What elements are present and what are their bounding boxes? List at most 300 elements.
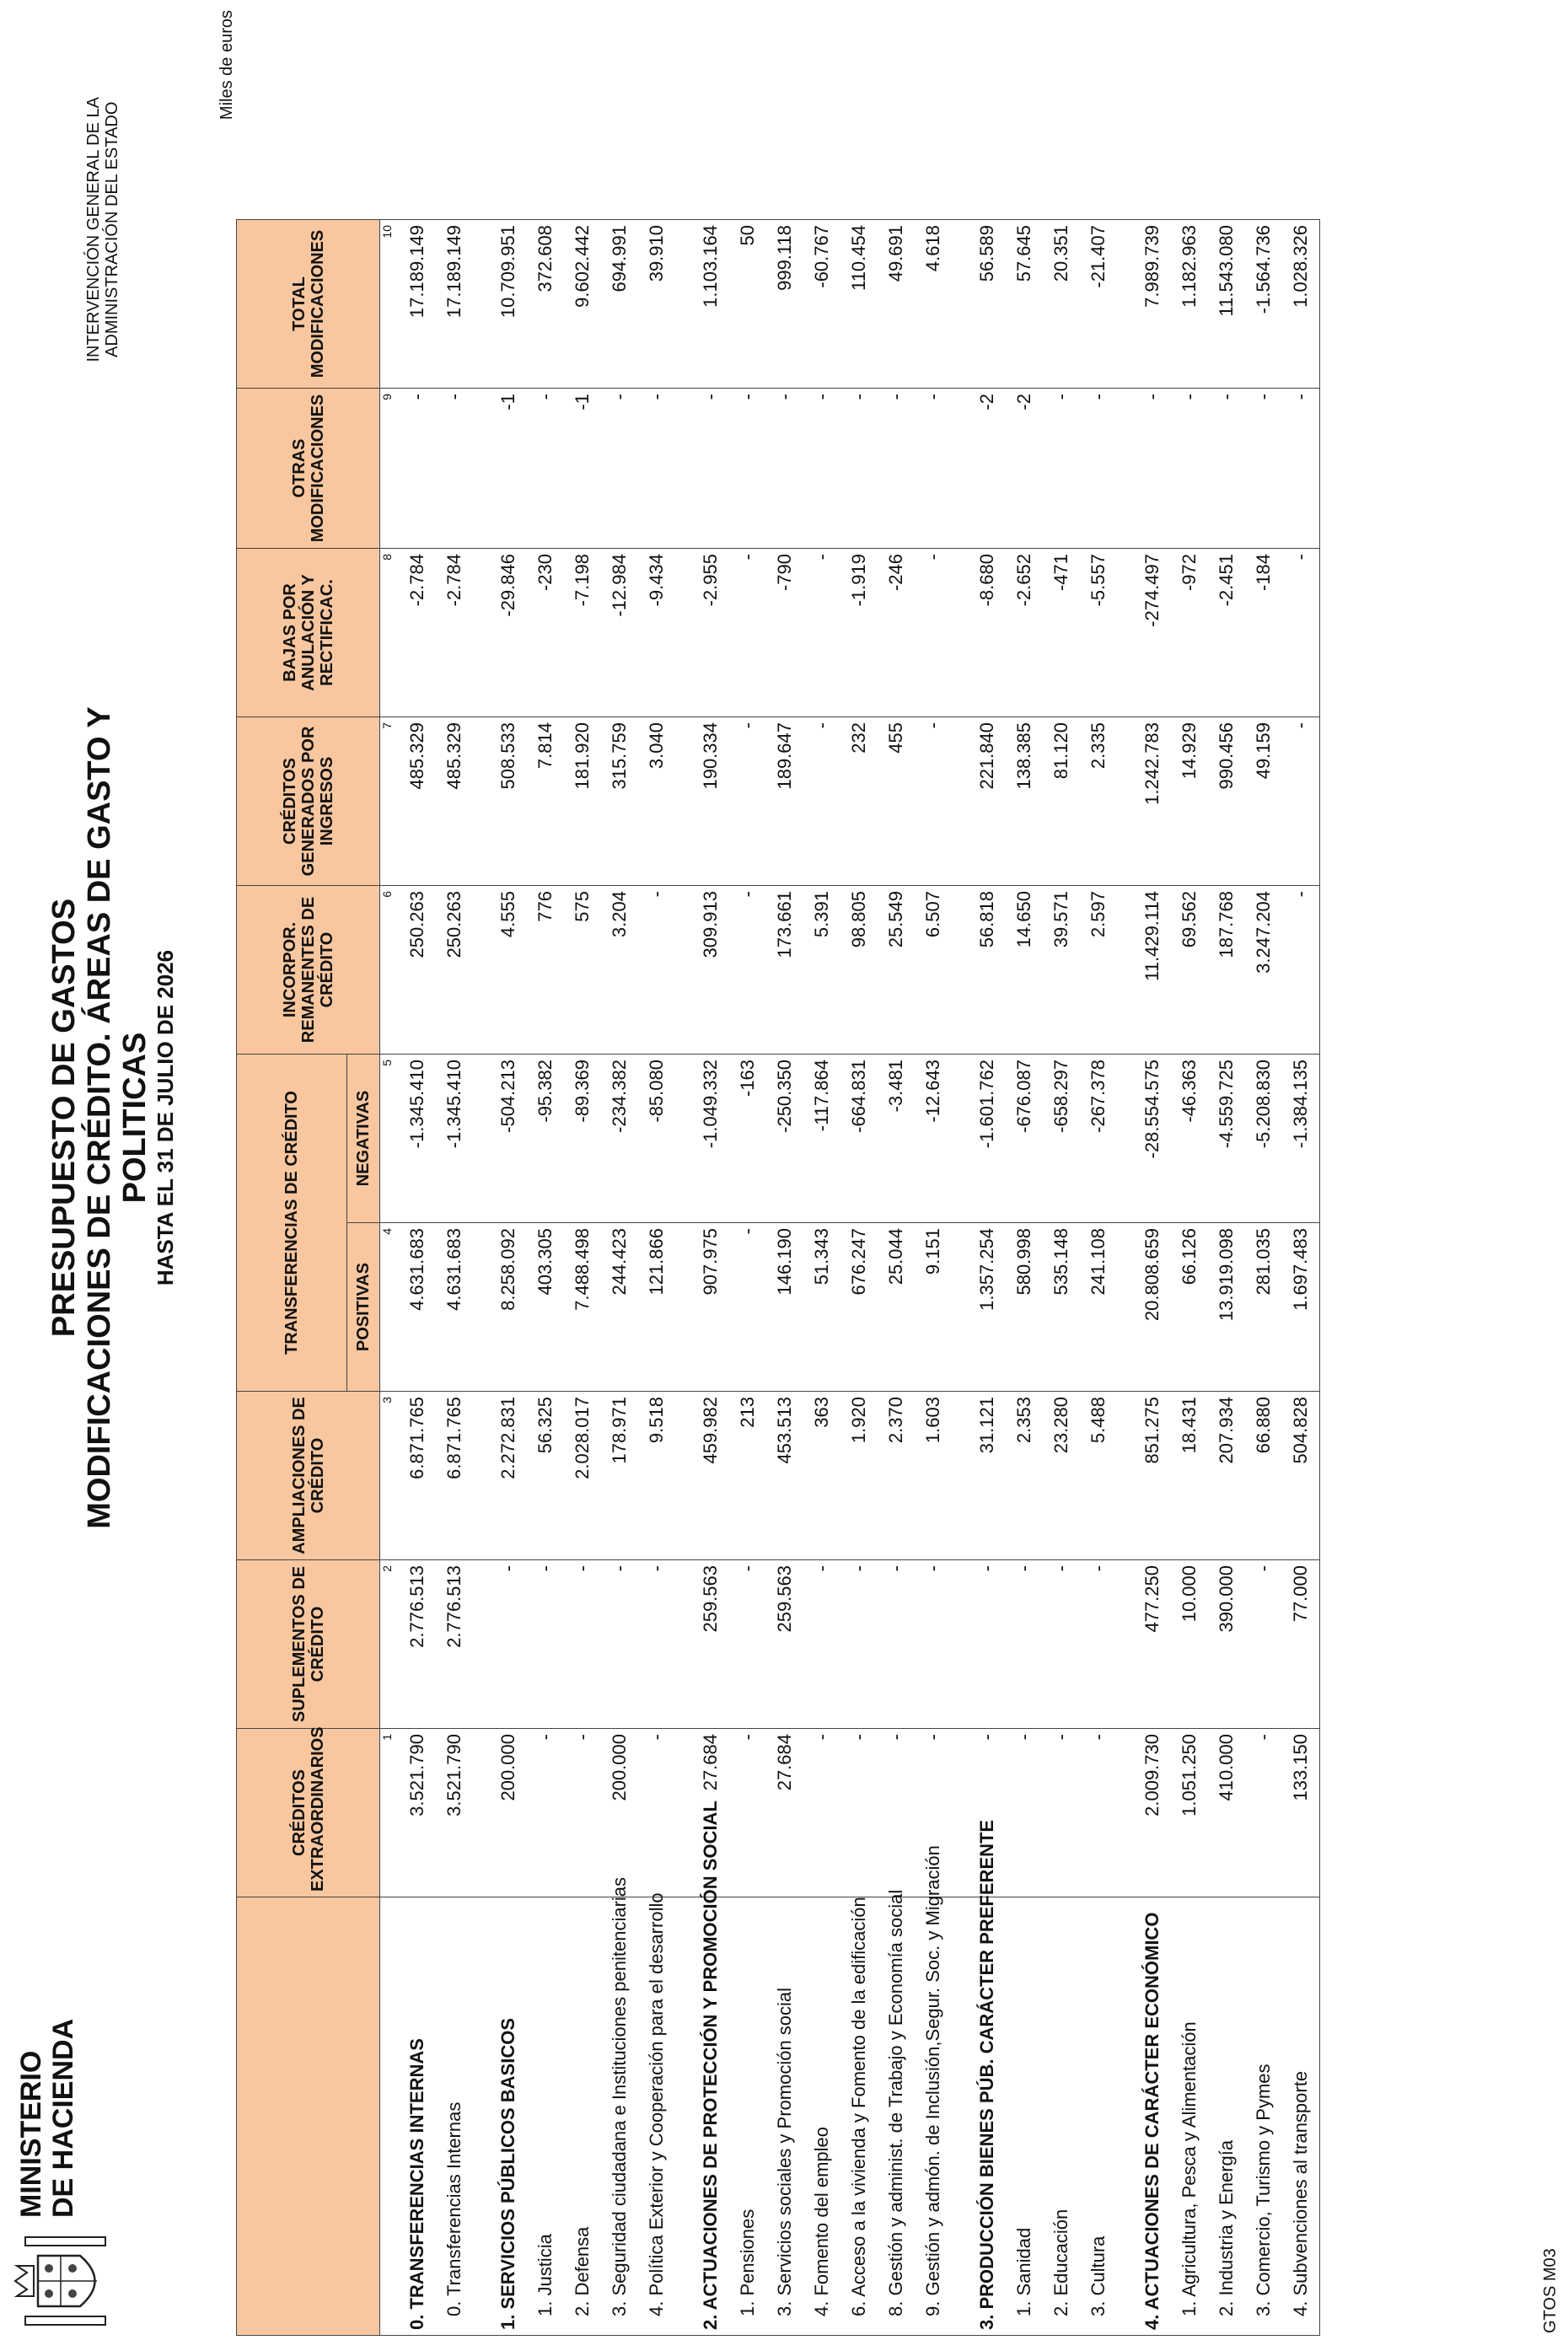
cell-c9: - [638, 389, 675, 549]
cell-c10: 10.709.951 [485, 220, 527, 389]
cell-c1: - [527, 1729, 564, 1897]
title-line-3: HASTA EL 31 DE JULIO DE 2026 [153, 949, 178, 1286]
column-number: 7 [380, 717, 395, 886]
cell-c10: 1.028.326 [1282, 220, 1320, 389]
spacer-cell [952, 1055, 964, 1223]
cell-c10: 999.118 [766, 220, 803, 389]
table-row [878, 220, 915, 2336]
cell-c9: - [915, 389, 952, 549]
column-number: 2 [380, 1560, 395, 1729]
row-label: 3. Seguridad ciudadana e Instituciones penitenciarias [601, 1897, 638, 2336]
spacer-cell [473, 1055, 485, 1223]
table-row [729, 220, 766, 2336]
cell-c8: -12.984 [601, 549, 638, 717]
cell-c2: - [1043, 1560, 1080, 1729]
cell-c6: 69.562 [1171, 886, 1208, 1055]
spacer-cell [1117, 886, 1129, 1055]
section-spacer [473, 220, 485, 2336]
cell-c3: 56.325 [527, 1392, 564, 1560]
cell-c2: 2.776.513 [436, 1560, 473, 1729]
table-row [436, 220, 473, 2336]
row-label: 4. Política Exterior y Cooperación para el desarrollo [638, 1897, 675, 2336]
cell-c3: 6.871.765 [436, 1392, 473, 1560]
cell-c7: 990.456 [1208, 717, 1245, 886]
cell-c4: 8.258.092 [485, 1223, 527, 1392]
row-label: 2. Educación [1043, 1897, 1080, 2336]
cell-c9: - [1129, 389, 1171, 549]
spacer-cell [675, 549, 687, 717]
cell-c2: - [964, 1560, 1006, 1729]
cell-c3: 66.880 [1245, 1392, 1282, 1560]
cell-c1: 133.150 [1282, 1729, 1320, 1897]
cell-c7: 2.335 [1080, 717, 1117, 886]
section-row [964, 220, 1006, 2336]
spacer-cell [952, 1897, 964, 2336]
spacer-cell [1117, 549, 1129, 717]
cell-c7: 485.329 [436, 717, 473, 886]
cell-c5: -504.213 [485, 1055, 527, 1223]
cell-c5: -117.864 [803, 1055, 840, 1223]
cell-c2: - [638, 1560, 675, 1729]
cell-c3: 459.982 [687, 1392, 729, 1560]
header-c4: POSITIVAS [347, 1223, 380, 1392]
cell-c7: 485.329 [394, 717, 436, 886]
header-c8: BAJAS POR ANULACIÓN Y RECTIFICAC. [237, 549, 380, 717]
cell-c2: - [878, 1560, 915, 1729]
cell-c5: -4.559.725 [1208, 1055, 1245, 1223]
cell-c6: 575 [564, 886, 601, 1055]
spacer-cell [675, 1560, 687, 1729]
cell-c9: - [1208, 389, 1245, 549]
table-row [1043, 220, 1080, 2336]
section-row [394, 220, 436, 2336]
cell-c4: 676.247 [840, 1223, 878, 1392]
section-spacer [952, 220, 964, 2336]
spacer-cell [952, 549, 964, 717]
cell-c9: - [766, 389, 803, 549]
cell-c8: -7.198 [564, 549, 601, 717]
cell-c7: 138.385 [1006, 717, 1043, 886]
cell-c1: - [840, 1729, 878, 1897]
spacer-cell [952, 1223, 964, 1392]
cell-c10: 1.103.164 [687, 220, 729, 389]
cell-c4: 20.808.659 [1129, 1223, 1171, 1392]
cell-c7: 3.040 [638, 717, 675, 886]
cell-c10: 1.182.963 [1171, 220, 1208, 389]
row-label: 2. ACTUACIONES DE PROTECCIÓN Y PROMOCIÓN SOCIAL [687, 1897, 729, 2336]
cell-c7: 49.159 [1245, 717, 1282, 886]
spacer-cell [675, 1223, 687, 1392]
cell-c4: 13.919.098 [1208, 1223, 1245, 1392]
cell-c10: -60.767 [803, 220, 840, 389]
cell-c10: 4.618 [915, 220, 952, 389]
cell-c3: 1.920 [840, 1392, 878, 1560]
column-number: 6 [380, 886, 395, 1055]
header-c7: CRÉDITOS GENERADOS POR INGRESOS [237, 717, 380, 886]
cell-c6: 98.805 [840, 886, 878, 1055]
spacer-cell [1117, 717, 1129, 886]
cell-c9: -2 [964, 389, 1006, 549]
cell-c1: - [878, 1729, 915, 1897]
cell-c5: -267.378 [1080, 1055, 1117, 1223]
cell-c9: - [1245, 389, 1282, 549]
cell-c4: 7.488.498 [564, 1223, 601, 1392]
header-c10: TOTAL MODIFICACIONES [237, 220, 380, 389]
cell-c5: -234.382 [601, 1055, 638, 1223]
cell-c10: 694.991 [601, 220, 638, 389]
cell-c4: 146.190 [766, 1223, 803, 1392]
cell-c7: 7.814 [527, 717, 564, 886]
section-row [485, 220, 527, 2336]
cell-c3: 2.272.831 [485, 1392, 527, 1560]
cell-c6: - [638, 886, 675, 1055]
row-label: 2. Defensa [564, 1897, 601, 2336]
spacer-cell [1117, 1055, 1129, 1223]
cell-c6: 250.263 [394, 886, 436, 1055]
modifications-table [236, 219, 1320, 2336]
cell-c5: -664.831 [840, 1055, 878, 1223]
cell-c7: 14.929 [1171, 717, 1208, 886]
cell-c1: - [803, 1729, 840, 1897]
spacer-cell [675, 1055, 687, 1223]
cell-c8: -5.557 [1080, 549, 1117, 717]
spacer-cell [675, 1729, 687, 1897]
table-row [1006, 220, 1043, 2336]
table-row [1208, 220, 1245, 2336]
cell-c2: 77.000 [1282, 1560, 1320, 1729]
cell-c6: - [1282, 886, 1320, 1055]
cell-c3: 18.431 [1171, 1392, 1208, 1560]
cell-c9: -1 [485, 389, 527, 549]
cell-c8: - [729, 549, 766, 717]
spacer-cell [952, 389, 964, 549]
cell-c9: - [1080, 389, 1117, 549]
cell-c7: - [915, 717, 952, 886]
cell-c7: 455 [878, 717, 915, 886]
cell-c5: -5.208.830 [1245, 1055, 1282, 1223]
cell-c9: - [1282, 389, 1320, 549]
cell-c4: 25.044 [878, 1223, 915, 1392]
cell-c7: 189.647 [766, 717, 803, 886]
cell-c4: 281.035 [1245, 1223, 1282, 1392]
cell-c3: 23.280 [1043, 1392, 1080, 1560]
cell-c5: -1.601.762 [964, 1055, 1006, 1223]
column-number: 4 [380, 1223, 395, 1392]
cell-c2: - [1080, 1560, 1117, 1729]
cell-c8: -274.497 [1129, 549, 1171, 717]
cell-c10: 9.602.442 [564, 220, 601, 389]
table-row [1080, 220, 1117, 2336]
spacer-cell [1117, 389, 1129, 549]
cell-c6: 776 [527, 886, 564, 1055]
ministry-line-1: MINISTERIO [15, 2050, 47, 2218]
cell-c2: 2.776.513 [394, 1560, 436, 1729]
cell-c8: - [915, 549, 952, 717]
spacer-cell [675, 717, 687, 886]
cell-c5: -1.345.410 [394, 1055, 436, 1223]
row-label: 1. Sanidad [1006, 1897, 1043, 2336]
section-row [1129, 220, 1171, 2336]
agency-line-2: ADMINISTRACIÓN DEL ESTADO [103, 101, 121, 357]
report-title [46, 654, 178, 1581]
cell-c5: -3.481 [878, 1055, 915, 1223]
spacer-cell [1117, 1560, 1129, 1729]
cell-c6: 14.650 [1006, 886, 1043, 1055]
spacer-cell [675, 1897, 687, 2336]
form-code: GTOS M03 [1541, 2248, 1560, 2333]
cell-c3: 2.353 [1006, 1392, 1043, 1560]
row-label: 4. ACTUACIONES DE CARÁCTER ECONÓMICO [1129, 1897, 1171, 2336]
cell-c7: 221.840 [964, 717, 1006, 886]
cell-c6: 173.661 [766, 886, 803, 1055]
spacer-cell [952, 1392, 964, 1560]
cell-c1: 200.000 [601, 1729, 638, 1897]
row-label: 3. Comercio, Turismo y Pymes [1245, 1897, 1282, 2336]
cell-c3: 31.121 [964, 1392, 1006, 1560]
spacer-cell [952, 717, 964, 886]
cell-c2: - [485, 1560, 527, 1729]
section-row [687, 220, 729, 2336]
cell-c1: - [1080, 1729, 1117, 1897]
cell-c2: 259.563 [687, 1560, 729, 1729]
cell-c6: 6.507 [915, 886, 952, 1055]
cell-c10: 20.351 [1043, 220, 1080, 389]
cell-c7: 232 [840, 717, 878, 886]
cell-c8: -29.846 [485, 549, 527, 717]
column-number: 9 [380, 389, 395, 549]
cell-c5: -1.384.135 [1282, 1055, 1320, 1223]
cell-c7: 190.334 [687, 717, 729, 886]
cell-c4: 241.108 [1080, 1223, 1117, 1392]
cell-c5: -46.363 [1171, 1055, 1208, 1223]
cell-c2: - [840, 1560, 878, 1729]
cell-c3: 453.513 [766, 1392, 803, 1560]
table-row [766, 220, 803, 2336]
row-label: 3. PRODUCCIÓN BIENES PÚB. CARÁCTER PREFERENTE [964, 1897, 1006, 2336]
cell-c4: 121.866 [638, 1223, 675, 1392]
row-label: 6. Acceso a la vivienda y Fomento de la edificación [840, 1897, 878, 2336]
spacer-cell [952, 220, 964, 389]
cell-c6: 25.549 [878, 886, 915, 1055]
row-label: 1. SERVICIOS PÚBLICOS BASICOS [485, 1897, 527, 2336]
cell-c4: 4.631.683 [394, 1223, 436, 1392]
table-row [638, 220, 675, 2336]
cell-c2: - [915, 1560, 952, 1729]
cell-c8: -2.784 [394, 549, 436, 717]
spacer-cell [473, 1223, 485, 1392]
cell-c7: 1.242.783 [1129, 717, 1171, 886]
header-transfer-group: TRANSFERENCIAS DE CRÉDITO [237, 1055, 347, 1392]
cell-c6: 250.263 [436, 886, 473, 1055]
spacer-cell [675, 220, 687, 389]
spacer-cell [1117, 1729, 1129, 1897]
cell-c2: - [729, 1560, 766, 1729]
cell-c8: -2.955 [687, 549, 729, 717]
cell-c1: - [915, 1729, 952, 1897]
cell-c9: - [436, 389, 473, 549]
spacer-cell [1117, 1392, 1129, 1560]
header-c5: NEGATIVAS [347, 1055, 380, 1223]
cell-c3: 2.370 [878, 1392, 915, 1560]
cell-c10: 57.645 [1006, 220, 1043, 389]
spacer-cell [473, 1560, 485, 1729]
cell-c8: -2.652 [1006, 549, 1043, 717]
cell-c6: 39.571 [1043, 886, 1080, 1055]
cell-c9: - [729, 389, 766, 549]
spacer-cell [473, 549, 485, 717]
cell-c9: -2 [1006, 389, 1043, 549]
cell-c6: 56.818 [964, 886, 1006, 1055]
spacer-cell [675, 389, 687, 549]
spacer-cell [473, 1392, 485, 1560]
cell-c1: 27.684 [687, 1729, 729, 1897]
spacer-cell [675, 1392, 687, 1560]
cell-c2: 259.563 [766, 1560, 803, 1729]
title-line-1: PRESUPUESTO DE GASTOS [46, 898, 82, 1338]
spacer-cell [473, 389, 485, 549]
agency-name [84, 97, 121, 362]
table-row [1171, 220, 1208, 2336]
cell-c9: - [878, 389, 915, 549]
spacer-cell [473, 717, 485, 886]
cell-c2: 477.250 [1129, 1560, 1171, 1729]
ministry-name [15, 2019, 79, 2218]
spacer-cell [1117, 1223, 1129, 1392]
ministry-line-2: DE HACIENDA [47, 2018, 79, 2218]
cell-c10: 17.189.149 [394, 220, 436, 389]
cell-c1: - [1043, 1729, 1080, 1897]
cell-c8: -230 [527, 549, 564, 717]
cell-c9: - [803, 389, 840, 549]
row-label: 8. Gestión y administ. de Trabajo y Economía social [878, 1897, 915, 2336]
column-number: 3 [380, 1392, 395, 1560]
cell-c10: 110.454 [840, 220, 878, 389]
cell-c1: - [564, 1729, 601, 1897]
cell-c5: -1.345.410 [436, 1055, 473, 1223]
cell-c3: 1.603 [915, 1392, 952, 1560]
cell-c10: 50 [729, 220, 766, 389]
cell-c9: - [840, 389, 878, 549]
cell-c9: - [601, 389, 638, 549]
spacer-cell [473, 1897, 485, 2336]
cell-c1: 2.009.730 [1129, 1729, 1171, 1897]
cell-c10: -21.407 [1080, 220, 1117, 389]
row-label: 1. Agricultura, Pesca y Alimentación [1171, 1897, 1208, 2336]
cell-c8: - [803, 549, 840, 717]
spacer-cell [675, 886, 687, 1055]
section-spacer [675, 220, 687, 2336]
column-number: 8 [380, 549, 395, 717]
column-number-row [380, 220, 395, 2336]
cell-c3: 504.828 [1282, 1392, 1320, 1560]
cell-c5: -676.087 [1006, 1055, 1043, 1223]
cell-c7: - [1282, 717, 1320, 886]
coat-of-arms-icon [8, 2230, 118, 2332]
cell-c4: 580.998 [1006, 1223, 1043, 1392]
cell-c2: - [803, 1560, 840, 1729]
column-number-blank [380, 1897, 395, 2336]
row-label: 3. Servicios sociales y Promoción social [766, 1897, 803, 2336]
cell-c6: - [729, 886, 766, 1055]
spacer-cell [473, 1729, 485, 1897]
cell-c9: - [1171, 389, 1208, 549]
agency-line-1: INTERVENCIÓN GENERAL DE LA [84, 97, 103, 362]
cell-c1: - [729, 1729, 766, 1897]
cell-c7: 81.120 [1043, 717, 1080, 886]
cell-c1: 3.521.790 [394, 1729, 436, 1897]
cell-c8: -972 [1171, 549, 1208, 717]
header-c9: OTRAS MODIFICACIONES [237, 389, 380, 549]
cell-c9: -1 [564, 389, 601, 549]
cell-c1: - [964, 1729, 1006, 1897]
cell-c4: 535.148 [1043, 1223, 1080, 1392]
cell-c2: 10.000 [1171, 1560, 1208, 1729]
table-row [527, 220, 564, 2336]
cell-c4: 9.151 [915, 1223, 952, 1392]
units-label: Miles de euros [217, 10, 236, 121]
cell-c9: - [687, 389, 729, 549]
cell-c3: 5.488 [1080, 1392, 1117, 1560]
spacer-cell [952, 886, 964, 1055]
cell-c1: - [1006, 1729, 1043, 1897]
row-label: 1. Justicia [527, 1897, 564, 2336]
cell-c8: -9.434 [638, 549, 675, 717]
table-row [915, 220, 952, 2336]
row-label: 0. TRANSFERENCIAS INTERNAS [394, 1897, 436, 2336]
cell-c9: - [1043, 389, 1080, 549]
cell-c9: - [394, 389, 436, 549]
cell-c10: 49.691 [878, 220, 915, 389]
cell-c4: 51.343 [803, 1223, 840, 1392]
cell-c4: 403.305 [527, 1223, 564, 1392]
cell-c8: -8.680 [964, 549, 1006, 717]
cell-c1: 410.000 [1208, 1729, 1245, 1897]
cell-c8: -1.919 [840, 549, 878, 717]
cell-c4: 66.126 [1171, 1223, 1208, 1392]
spacer-cell [952, 1560, 964, 1729]
spacer-cell [1117, 220, 1129, 389]
cell-c2: - [601, 1560, 638, 1729]
table-row [1282, 220, 1320, 2336]
column-number: 10 [380, 220, 395, 389]
spacer-cell [473, 220, 485, 389]
cell-c10: 372.608 [527, 220, 564, 389]
table-row [564, 220, 601, 2336]
table-row [1245, 220, 1282, 2336]
cell-c1: 200.000 [485, 1729, 527, 1897]
cell-c7: 315.759 [601, 717, 638, 886]
cell-c7: - [729, 717, 766, 886]
cell-c5: -1.049.332 [687, 1055, 729, 1223]
row-label: 4. Subvenciones al transporte [1282, 1897, 1320, 2336]
cell-c8: -2.451 [1208, 549, 1245, 717]
column-number: 1 [380, 1729, 395, 1897]
table-body [380, 220, 1320, 2336]
cell-c4: 1.697.483 [1282, 1223, 1320, 1392]
cell-c5: -250.350 [766, 1055, 803, 1223]
cell-c8: -184 [1245, 549, 1282, 717]
cell-c2: - [1245, 1560, 1282, 1729]
cell-c1: - [638, 1729, 675, 1897]
cell-c8: -2.784 [436, 549, 473, 717]
cell-c2: - [564, 1560, 601, 1729]
header-c2: SUPLEMENTOS DE CRÉDITO [237, 1560, 380, 1729]
cell-c5: -89.369 [564, 1055, 601, 1223]
table-row [803, 220, 840, 2336]
table-row [840, 220, 878, 2336]
cell-c4: 244.423 [601, 1223, 638, 1392]
row-label: 2. Industria y Energía [1208, 1897, 1245, 2336]
